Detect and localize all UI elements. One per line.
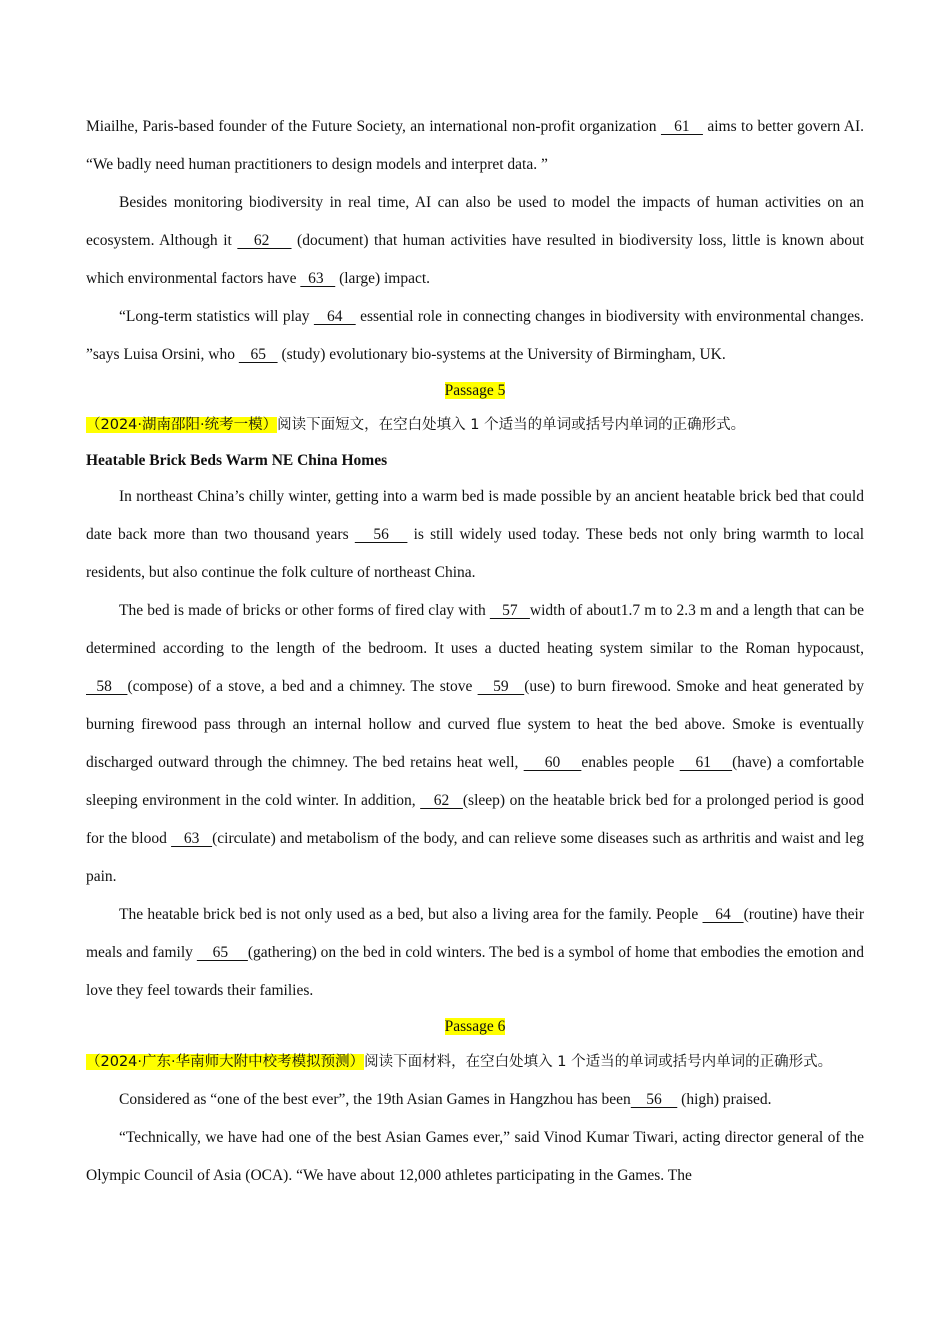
paragraph [86,108,864,184]
blank-57: 57 [489,602,530,619]
passage-6-source: （2024·广东·华南师大附中校考模拟预测） [86,1054,365,1070]
text-run: (routine) have their meals and family [86,906,865,961]
text-run: In northeast China’s chilly winter, getting into a warm bed is made possible by an ancient heatable brick bed that could date back more than two thousand years [86,488,864,543]
passage-5-source-line [86,407,864,443]
text-run: essential role in connecting changes in biodiversity with environmental changes. ”says Luisa Orsini, who [86,308,864,363]
passage-6-heading: Passage 6 [444,1018,506,1035]
blank-59: 59 [477,678,525,695]
text-run: (have) a comfortable sleeping environment in the cold winter. In addition, [86,754,865,809]
blank-56: 56 [354,526,408,543]
blank-62: 62 [420,792,463,809]
blank-64: 64 [313,308,356,325]
passage-5-source: （2024·湖南邵阳·统考一模） [86,417,278,433]
paragraph [86,896,864,1010]
text-run: (compose) of a stove, a bed and a chimney. The stove [127,678,478,695]
passage-5-title: Heatable Brick Beds Warm NE China Homes [86,452,388,469]
text-run: (use) to burn firewood. Smoke and heat generated by burning firewood pass through an internal hollow and curved flue system to heat the bed above. Smoke is eventually discharged outward through the chimney. The bed retains heat well, [86,678,864,771]
blank-64: 64 [702,906,744,923]
blank-60: 60 [523,754,582,771]
text-run: is still widely used today. These beds not only bring warmth to local residents, but also continue the folk culture of northeast China. [86,526,865,581]
blank-63: 63 [300,270,336,287]
text-run: (document) that human activities have resulted in biodiversity loss, little is known about which environmental factors have [86,232,864,287]
document-page [86,108,864,1195]
text-run: The bed is made of bricks or other forms of fired clay with [119,602,490,619]
text-run: enables people [581,754,680,771]
blank-58: 58 [86,678,128,695]
paragraph [86,184,864,298]
passage-6-source-line [86,1043,864,1081]
text-run: aims to better govern AI. “We badly need human practitioners to design models and interpret data. ” [86,118,865,173]
text-run: width of about1.7 m to 2.3 m and a length that can be determined according to the length of the bedroom. It uses a ducted heating system similar to the Roman hypocaust, [86,602,864,657]
text-run: (circulate) and metabolism of the body, and can relieve some diseases such as arthritis and waist and leg pain. [86,830,864,885]
blank-61: 61 [679,754,733,771]
text-run: (study) evolutionary bio-systems at the University of Birmingham, UK. [277,346,726,363]
text-run: Besides monitoring biodiversity in real time, AI can also be used to model the impacts of human activities on an ecosystem. Although it [86,194,864,249]
passage-5-heading-line [86,374,864,407]
blank-61: 61 [660,118,703,135]
passage-5-heading: Passage 5 [444,382,506,399]
text-run: (sleep) on the heatable brick bed for a prolonged period is good for the blood [86,792,864,847]
passage-6-heading-line [86,1010,864,1043]
blank-65: 65 [196,944,248,961]
text-run: Considered as “one of the best ever”, the 19th Asian Games in Hangzhou has been [119,1091,631,1108]
paragraph: “Technically, we have had one of the best Asian Games ever,” said Vinod Kumar Tiwari, acting director general of the Olympic Council of Asia (OCA). “We have about 12,000 athletes participating in the Games. The [86,1129,864,1184]
blank-63: 63 [171,830,213,847]
paragraph [86,592,864,896]
blank-65: 65 [238,346,278,363]
paragraph [86,478,864,592]
text-run: (high) praised. [677,1091,772,1108]
passage-6-instruction: 阅读下面材料，在空白处填入 1 个适当的单词或括号内单词的正确形式。 [364,1054,833,1070]
blank-62: 62 [237,232,292,249]
text-run: (gathering) on the bed in cold winters. The bed is a symbol of home that embodies the emotion and love they feel towards their families. [86,944,865,999]
text-run: The heatable brick bed is not only used as a bed, but also a living area for the family. People [119,906,703,923]
passage-5-instruction: 阅读下面短文，在空白处填入 1 个适当的单词或括号内单词的正确形式。 [277,417,746,433]
text-run: “Long-term statistics will play [119,308,314,325]
text-run: (large) impact. [335,270,431,287]
text-run: Miailhe, Paris-based founder of the Future Society, an international non-profit organization [86,118,661,135]
paragraph [86,1081,864,1119]
blank-56: 56 [630,1091,678,1108]
paragraph [86,298,864,374]
